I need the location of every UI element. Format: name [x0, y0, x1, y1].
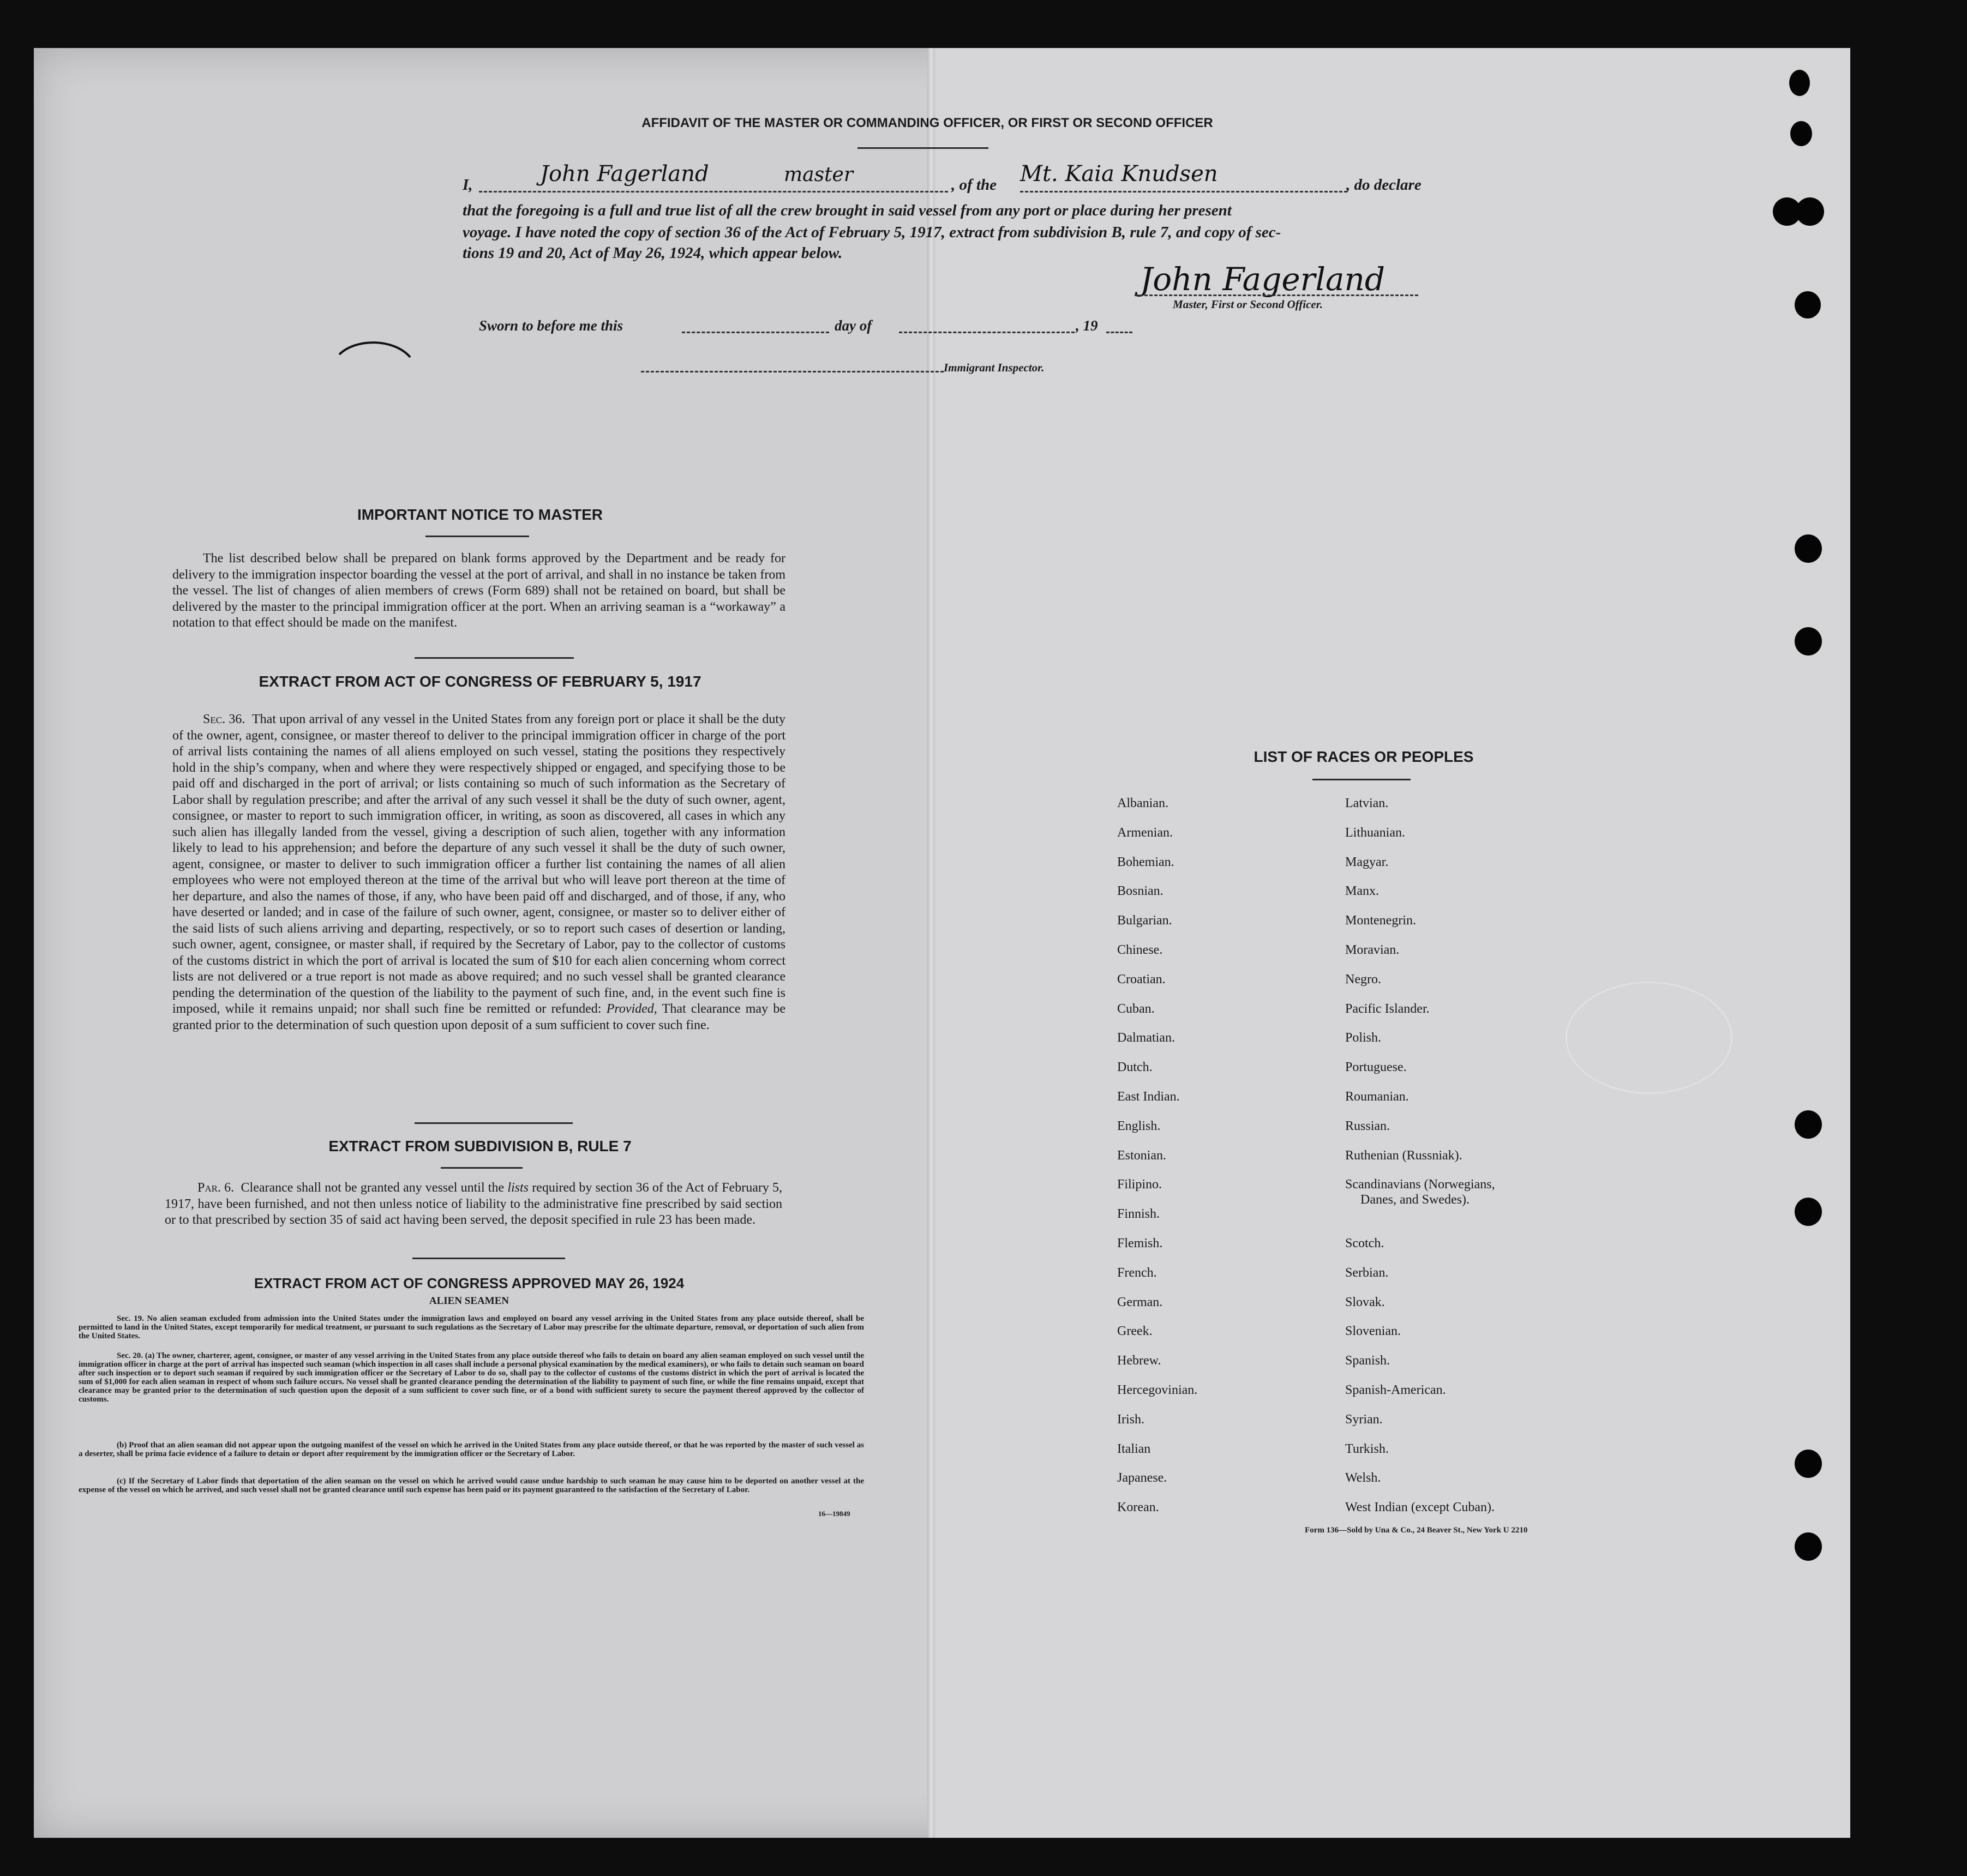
alien-seamen-subtitle: ALIEN SEAMEN	[429, 1295, 509, 1307]
page-fold	[927, 48, 935, 1838]
do-declare-text: , do declare	[1346, 176, 1422, 194]
sec20a-text: Sec. 20. (a) The owner, charterer, agent, consignee, or master of any vessel arriving in the United States from any place outside thereof who fails to detain on board any alien seaman employed on such vessel until the immigration officer in charge at the port of arrival has inspected such seaman (which inspection in all cases shall include a personal physical examination by the medical examiners), or who fails to detain such seaman on board after such inspection or to deport such seaman if required by such immigration officer or the Secretary of Labor to do so, shall pay to the collector of customs of the customs district in which the port of arrival is located the sum of $1,000 for each alien seaman in respect of whom such failure occurs. No vessel shall be granted clearance pending the determination of the liability to payment of such fine, or while the fine remains unpaid, except that clearance may be granted prior to the determination of such question upon the deposit of a sum sufficient to cover such fine, or of a bond with sufficient surety to secure the payment thereof approved by the collector of customs.	[79, 1351, 864, 1404]
race-item: Hercegovinian.	[1117, 1382, 1198, 1397]
extract-1917-body	[172, 712, 785, 1033]
notice-title: IMPORTANT NOTICE TO MASTER	[357, 506, 603, 523]
rule7-text-a: Clearance shall not be granted any vessel until the	[241, 1181, 505, 1195]
race-item: West Indian (except Cuban).	[1345, 1500, 1495, 1515]
signature-handwritten: John Fagerland	[1140, 261, 1385, 298]
sec20c-text: (c) If the Secretary of Labor finds that deportation of the alien seaman on the vessel on which he arrived would cause undue hardship to such seaman he may cause him to be deported on another vessel at the expense of the vessel on which he arrived, and such vessel shall not be granted clearance until such expense has been paid or its payment guaranteed to the satisfaction of the Secretary of Labor.	[79, 1477, 864, 1494]
race-item: Hebrew.	[1117, 1354, 1161, 1368]
race-item: Lithuanian.	[1345, 825, 1405, 840]
race-item: Albanian.	[1117, 796, 1168, 810]
vessel-name-handwritten: Mt. Kaia Knudsen	[1020, 161, 1218, 187]
race-item: Portuguese.	[1345, 1060, 1407, 1075]
inspector-caption: Immigrant Inspector.	[944, 361, 1045, 374]
rank-handwritten: master	[784, 164, 854, 186]
provided-label: Provided,	[606, 1002, 657, 1016]
race-item: Negro.	[1345, 972, 1381, 987]
race-item: Scandinavians (Norwegians,	[1345, 1177, 1495, 1192]
signature-caption: Master, First or Second Officer.	[1173, 298, 1323, 311]
year-text: , 19	[1076, 317, 1098, 334]
punch-hole	[1796, 197, 1824, 226]
notice-body: The list described below shall be prepared on blank forms approved by the Department and be ready for delivery to the immigration inspector boarding the vessel at the port of arrival, and shall in no instance be taken from the vessel. The list of changes of alien members of crews (Form 689) shall not be retained on board, but shall be delivered by the master to the principal immigration officer at the port. When an arriving seaman is a “workaway” a notation to that effect should be made on the manifest.	[172, 551, 785, 630]
master-name-handwritten: John Fagerland	[540, 161, 709, 187]
sec36-text: That upon arrival of any vessel in the United States from any foreign port or place it shall be the duty of the owner, agent, consignee, or master thereof to deliver to the principal immigration officer in charge of the port of arrival lists containing the names of all aliens employed on such vessel, stating the positions they respectively hold in the ship’s company, when and where they were respectively shipped or engaged, and specifying those to be paid off and discharged in the port of arrival; or lists containing so much of such information as the Secretary of Labor shall by regulation prescribe; and after the arrival of any such vessel it shall be the duty of such owner, agent, consignee, or master to report to such immigration officer, in writing, as soon as discovered, all cases in which any such alien has illegally landed from the vessel, giving a description of such alien, together with any information likely to lead to his apprehension; and before the departure of any such vessel it shall be the duty of such owner, agent, consignee, or master to deliver to such immigration officer a further list containing the names of all alien employees who were not employed thereon at the time of the arrival but who will leave port thereon at the time of her departure, and also the names of those, if any, who have been paid off and discharged, and of those, if any, who have deserted or landed; and in case of the failure of such owner, agent, consignee, or master so to deliver either of the said lists of such aliens arriving and departing, respectively, or so to report such cases of desertion or landing, such owner, agent, consignee, or master shall, if required by the Secretary of Labor, pay to the collector of customs of the customs district in which the port of arrival is located the sum of $10 for each alien concerning whom correct lists are not delivered or a true report is not made as above required; and no such vessel shall be granted clearance pending the determination of the question of the liability to the payment of such fine, and, in the event such fine is imposed, while it remains unpaid; nor shall such fine be remitted or refunded:	[172, 712, 785, 1016]
race-item: Irish.	[1117, 1412, 1144, 1427]
sec19-text: Sec. 19. No alien seaman excluded from admission into the United States under the immigration laws and employed on board any vessel arriving in the United States from any place outside thereof, shall be permitted to land in the United States, except temporarily for medical treatment, or pursuant to such regulations as the Secretary of Labor may prescribe for the ultimate departure, removal, or deportation of such alien from the United States.	[79, 1314, 864, 1340]
punch-hole	[1789, 70, 1810, 96]
race-item: Armenian.	[1117, 825, 1173, 840]
rule7-body	[165, 1180, 782, 1229]
embossed-seal	[1566, 982, 1732, 1094]
inspector-line	[641, 371, 944, 372]
punch-hole	[1795, 1450, 1822, 1478]
race-item: Pacific Islander.	[1345, 1001, 1430, 1016]
race-item: Cuban.	[1117, 1001, 1155, 1016]
race-item: Ruthenian (Russniak).	[1345, 1148, 1462, 1163]
race-item: Scotch.	[1345, 1236, 1384, 1250]
race-item: Spanish.	[1345, 1354, 1390, 1368]
sec20b-text: (b) Proof that an alien seaman did not appear upon the outgoing manifest of the vessel on which he arrived in the United States from any place outside thereof, or that he was reported by the master of such vessel as a deserter, shall be prima facie evidence of a failure to detain or deport after requirement by the immigration officer or the Secretary of Labor.	[79, 1441, 864, 1458]
punch-hole	[1790, 121, 1812, 146]
divider	[1312, 779, 1411, 780]
race-item: Japanese.	[1117, 1471, 1167, 1486]
divider	[415, 1122, 573, 1124]
race-item: Slovak.	[1345, 1295, 1385, 1309]
race-item: Roumanian.	[1345, 1089, 1409, 1104]
race-item: Bulgarian.	[1117, 913, 1172, 928]
punch-hole	[1795, 291, 1821, 318]
race-item: Bohemian.	[1117, 855, 1174, 869]
races-right-column	[1345, 795, 1495, 1529]
race-item: Croatian.	[1117, 972, 1166, 987]
race-item: Korean.	[1117, 1500, 1159, 1515]
race-item: Bosnian.	[1117, 884, 1164, 899]
race-item: Slovenian.	[1345, 1324, 1401, 1339]
extract-1924-title: EXTRACT FROM ACT OF CONGRESS APPROVED MAY 26, 1924	[254, 1275, 685, 1291]
punch-hole	[1795, 627, 1822, 656]
race-item: Chinese.	[1117, 942, 1163, 957]
provided-text: That clearance may be granted prior to the determination of such question upon deposit of a sum sufficient to cover such fine.	[172, 1002, 786, 1032]
affidavit-line-2: that the foregoing is a full and true list of all the crew brought in said vessel from any port or place during her present	[463, 202, 1232, 219]
race-item: Serbian.	[1345, 1265, 1389, 1280]
signature-line	[1135, 294, 1418, 296]
lists-word: lists	[507, 1181, 529, 1195]
race-item: Greek.	[1117, 1324, 1153, 1339]
sworn-day-line	[682, 332, 829, 333]
of-the-text: , of the	[951, 176, 997, 194]
rule7-text-b: required by section 36 of the Act of February 5, 1917, have been furnished, and not then unless notice of liability to the administrative fine prescribed by said section or to that prescribed by section 35 of said act having been served, the deposit specified in rule 23 has been made.	[165, 1181, 783, 1227]
race-item: Latvian.	[1345, 796, 1389, 810]
punch-hole	[1795, 1110, 1822, 1139]
sworn-text: Sworn to before me this	[479, 317, 623, 334]
race-item: Moravian.	[1345, 942, 1400, 957]
punch-hole	[1795, 534, 1822, 563]
punch-hole	[1795, 1532, 1822, 1561]
race-item: Turkish.	[1345, 1441, 1389, 1456]
divider	[441, 1167, 523, 1169]
name-line	[479, 191, 948, 193]
race-item: Polish.	[1345, 1031, 1382, 1045]
race-item: French.	[1117, 1265, 1157, 1280]
race-item: East Indian.	[1117, 1089, 1180, 1104]
race-item: Estonian.	[1117, 1148, 1166, 1163]
pen-mark	[334, 333, 416, 365]
race-item: Finnish.	[1117, 1207, 1160, 1222]
sec36-label: Sec. 36.	[203, 712, 245, 726]
day-of-text: day of	[835, 317, 872, 334]
divider	[857, 147, 988, 149]
race-item: Russian.	[1345, 1119, 1390, 1133]
races-left-column	[1117, 795, 1197, 1529]
race-item: Italian	[1117, 1441, 1151, 1456]
divider	[412, 1258, 565, 1259]
race-item: Manx.	[1345, 884, 1379, 899]
divider	[425, 536, 529, 537]
divider	[415, 657, 574, 659]
race-item: Magyar.	[1345, 855, 1389, 869]
vessel-line	[1020, 191, 1347, 193]
race-item: Montenegrin.	[1345, 913, 1416, 928]
race-item: Welsh.	[1345, 1471, 1381, 1486]
race-item: English.	[1117, 1119, 1161, 1133]
race-item: Dalmatian.	[1117, 1031, 1175, 1045]
rule7-title: EXTRACT FROM SUBDIVISION B, RULE 7	[328, 1138, 632, 1155]
affidavit-heading: AFFIDAVIT OF THE MASTER OR COMMANDING OFFICER, OR FIRST OR SECOND OFFICER	[641, 116, 1213, 130]
par6-label: Par. 6.	[197, 1181, 235, 1195]
affidavit-line-4: tions 19 and 20, Act of May 26, 1924, which appear below.	[463, 244, 843, 262]
race-item: Flemish.	[1117, 1236, 1163, 1250]
race-item: German.	[1117, 1295, 1163, 1309]
extract-1917-title: EXTRACT FROM ACT OF CONGRESS OF FEBRUARY 5, 1917	[259, 673, 701, 690]
form-code-left: 16—19849	[818, 1510, 850, 1518]
race-item: Filipino.	[1117, 1177, 1162, 1192]
affidavit-i: I,	[463, 176, 473, 194]
punch-hole	[1795, 1198, 1822, 1226]
race-item: Dutch.	[1117, 1060, 1153, 1075]
affidavit-line-3: voyage. I have noted the copy of section 36 of the Act of February 5, 1917, extract from subdivision B, rule 7, and copy of sec-	[463, 224, 1281, 241]
sworn-month-line	[899, 332, 1075, 333]
race-item: Spanish-American.	[1345, 1382, 1446, 1397]
form-footer: Form 136—Sold by Una & Co., 24 Beaver St., New York U 2210	[1305, 1526, 1528, 1535]
races-title: LIST OF RACES OR PEOPLES	[1254, 748, 1474, 765]
race-item: Syrian.	[1345, 1412, 1383, 1427]
race-item: Danes, and Swedes).	[1360, 1193, 1470, 1207]
sworn-year-line	[1106, 332, 1132, 333]
